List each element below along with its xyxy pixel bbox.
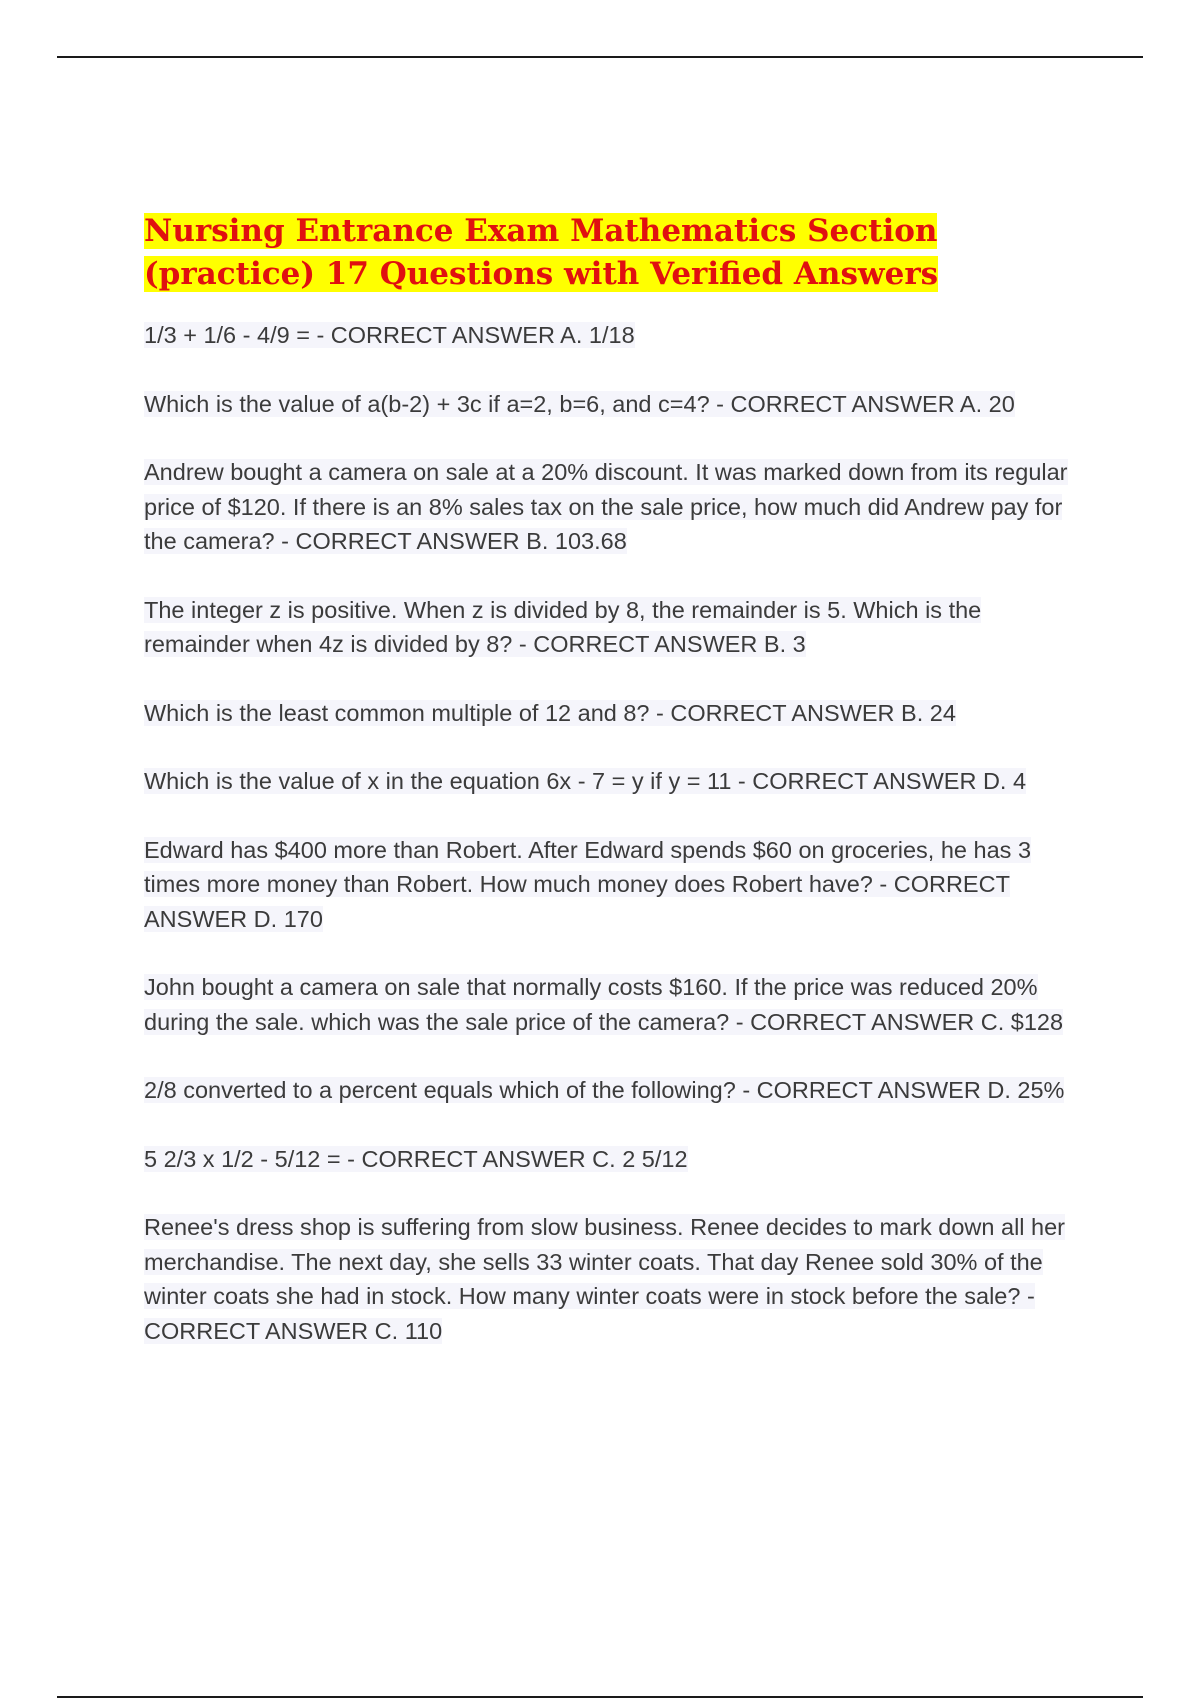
- question-item: [144, 1210, 1084, 1348]
- question-item: [144, 387, 1084, 422]
- question-text: 1/3 + 1/6 - 4/9 = - CORRECT ANSWER A. 1/18: [144, 322, 635, 348]
- question-text: 2/8 converted to a percent equals which of the following? - CORRECT ANSWER D. 25%: [144, 1077, 1065, 1103]
- question-text: Which is the least common multiple of 12 and 8? - CORRECT ANSWER B. 24: [144, 699, 956, 726]
- document-body: [144, 210, 1084, 1382]
- question-item: [144, 764, 1084, 799]
- bottom-rule: [57, 1696, 1143, 1698]
- document-title: [144, 210, 1064, 296]
- question-text: Which is the value of a(b-2) + 3c if a=2, b=6, and c=4? - CORRECT ANSWER A. 20: [144, 390, 1015, 417]
- question-item: [144, 318, 1084, 353]
- question-item: [144, 593, 1084, 662]
- question-item: [144, 970, 1084, 1039]
- question-text: Which is the value of x in the equation 6x - 7 = y if y = 11 - CORRECT ANSWER D. 4: [144, 768, 1027, 794]
- question-text: John bought a camera on sale that normally costs $160. If the price was reduced 20% during the sale. which was the sale price of the camera? - CORRECT ANSWER C. $128: [144, 974, 1064, 1035]
- question-item: [144, 696, 1084, 731]
- question-text: Andrew bought a camera on sale at a 20% discount. It was marked down from its regular price of $120. If there is an 8% sales tax on the sale price, how much did Andrew pay for the camera? - CORRECT ANSWER B. 103.68: [144, 459, 1068, 554]
- document-title-text: Nursing Entrance Exam Mathematics Section (practice) 17 Questions with Verified Answers: [144, 213, 939, 292]
- question-text: 5 2/3 x 1/2 - 5/12 = - CORRECT ANSWER C. 2 5/12: [144, 1145, 688, 1172]
- question-item: [144, 455, 1084, 559]
- top-rule: [57, 56, 1143, 58]
- question-item: [144, 1142, 1084, 1177]
- question-list: [144, 318, 1084, 1348]
- question-item: [144, 833, 1084, 937]
- question-text: The integer z is positive. When z is divided by 8, the remainder is 5. Which is the remainder when 4z is divided by 8? - CORRECT ANSWER B. 3: [144, 596, 982, 657]
- question-text: Renee's dress shop is suffering from slow business. Renee decides to mark down all her merchandise. The next day, she sells 33 winter coats. That day Renee sold 30% of the winter coats she had in stock. How many winter coats were in stock before the sale? - CORRECT ANSWER C. 110: [144, 1214, 1066, 1344]
- question-text: Edward has $400 more than Robert. After Edward spends $60 on groceries, he has 3 times more money than Robert. How much money does Robert have? - CORRECT ANSWER D. 170: [144, 836, 1032, 932]
- question-item: [144, 1073, 1084, 1108]
